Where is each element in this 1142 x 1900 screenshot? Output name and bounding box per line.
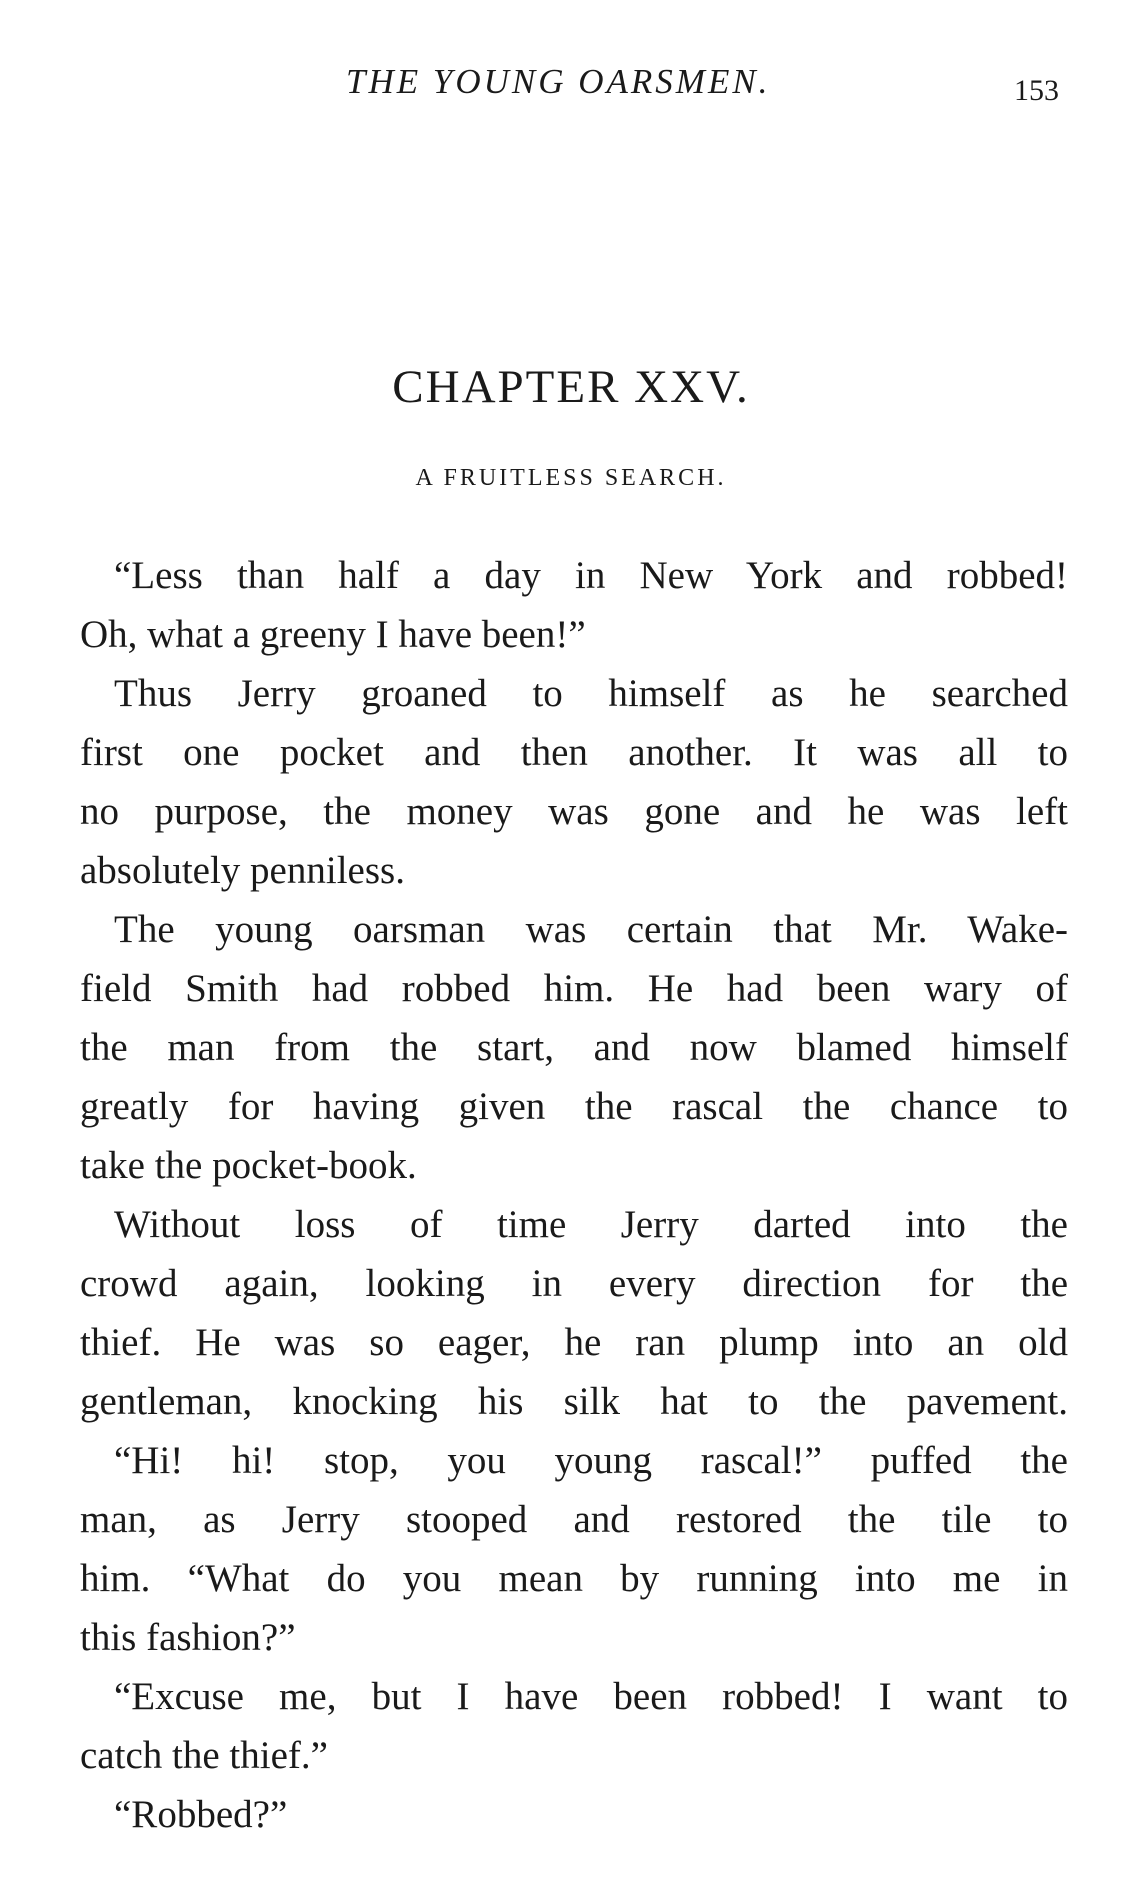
text-line: “Robbed?” — [114, 1793, 288, 1836]
text-line: this fashion?” — [80, 1616, 296, 1659]
chapter-title: A FRUITLESS SEARCH. — [415, 465, 727, 491]
running-head — [0, 62, 1142, 112]
text-line: Thus Jerry groaned to himself as he searched — [114, 672, 1068, 715]
text-line: greatly for having given the rascal the chance to — [80, 1085, 1068, 1128]
page-number: 153 — [1014, 74, 1059, 107]
running-title: THE YOUNG OARSMEN. — [346, 62, 771, 101]
text-line: Without loss of time Jerry darted into the — [114, 1203, 1068, 1246]
text-line: “Hi! hi! stop, you young rascal!” puffed the — [114, 1439, 1068, 1482]
text-line: man, as Jerry stooped and restored the tile to — [80, 1498, 1068, 1541]
text-line: “Less than half a day in New York and robbed! — [114, 554, 1068, 597]
text-line: him. “What do you mean by running into me in — [80, 1557, 1068, 1600]
text-line: crowd again, looking in every direction for the — [80, 1262, 1068, 1305]
text-line: thief. He was so eager, he ran plump into an old — [80, 1321, 1068, 1364]
text-line: “Excuse me, but I have been robbed! I want to — [114, 1675, 1068, 1718]
text-line: no purpose, the money was gone and he was left — [80, 790, 1068, 833]
text-line: gentleman, knocking his silk hat to the pavement. — [80, 1380, 1068, 1423]
text-line: The young oarsman was certain that Mr. Wake- — [114, 908, 1068, 951]
body-text — [80, 546, 1068, 1844]
chapter-number: CHAPTER XXV. — [392, 361, 750, 413]
text-line: Oh, what a greeny I have been!” — [80, 613, 586, 656]
text-line: catch the thief.” — [80, 1734, 328, 1777]
text-line: the man from the start, and now blamed himself — [80, 1026, 1068, 1069]
text-line: take the pocket-book. — [80, 1144, 417, 1187]
text-line: field Smith had robbed him. He had been wary of — [80, 967, 1068, 1010]
text-line: absolutely penniless. — [80, 849, 405, 892]
text-line: first one pocket and then another. It was all to — [80, 731, 1068, 774]
